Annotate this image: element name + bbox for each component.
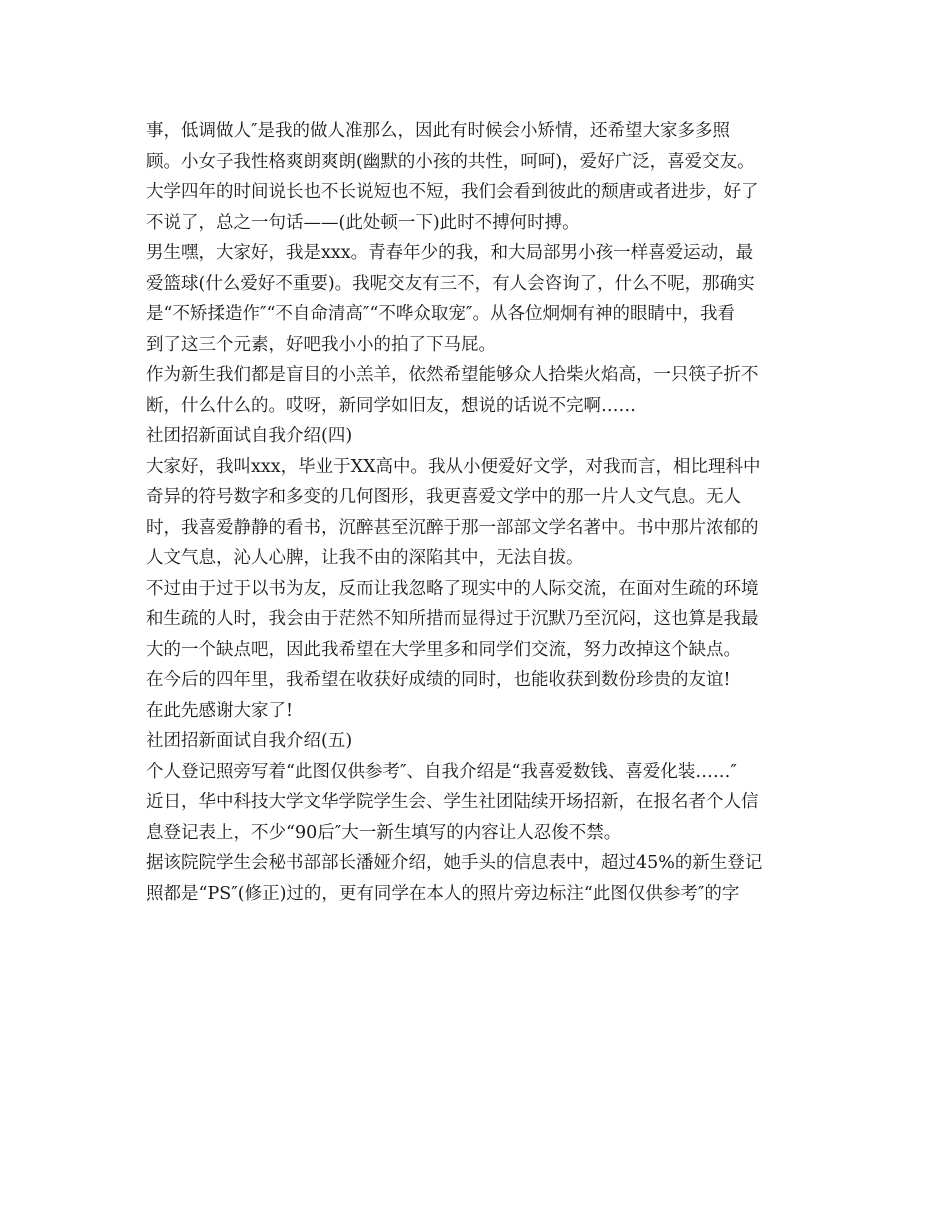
text-line: 到了这三个元素，好吧我小小的拍了下马屁。	[146, 334, 496, 355]
document-body	[146, 116, 816, 909]
text-line: 息登记表上，不少“90后″大一新生填写的内容让人忍俊不禁。	[146, 822, 622, 843]
section-heading: 社团招新面试自我介绍(五)	[146, 731, 353, 751]
text-line: 断，什么什么的。哎呀，新同学如旧友，想说的话说不完啊……	[146, 395, 636, 416]
text-line: 不过由于过于以书为友，反而让我忽略了现实中的人际交流，在面对生疏的环境	[146, 578, 759, 599]
text-line: 在此先感谢大家了!	[146, 700, 294, 721]
text-line: 是“不矫揉造作″“不自命清高″“不哗众取宠″。从各位炯炯有神的眼睛中，我看	[146, 304, 735, 324]
text-line: 个人登记照旁写着“此图仅供参考″、自我介绍是“我喜爱数钱、喜爱化装……″	[146, 761, 737, 782]
text-line: 大家好，我叫xxx，毕业于XX高中。我从小便爱好文学，对我而言，相比理科中	[146, 456, 761, 477]
text-line: 和生疏的人时，我会由于茫然不知所措而显得过于沉默乃至沉闷，这也算是我最	[146, 609, 759, 629]
text-line: 大的一个缺点吧，因此我希望在大学里多和同学们交流，努力改掉这个缺点。	[146, 639, 741, 660]
text-line: 近日，华中科技大学文华学院学生会、学生社团陆续开场招新，在报名者个人信	[146, 792, 759, 812]
text-line: 不说了，总之一句话——(此处顿一下)此时不搏何时搏。	[146, 212, 580, 233]
text-line: 在今后的四年里，我希望在收获好成绩的同时，也能收获到数份珍贵的友谊!	[146, 670, 731, 690]
text-line: 爱篮球(什么爱好不重要)。我呢交友有三不，有人会咨询了，什么不呢，那确实	[146, 273, 755, 294]
text-line: 大学四年的时间说长也不长说短也不短，我们会看到彼此的颓唐或者进步，好了	[146, 182, 759, 202]
text-line: 作为新生我们都是盲目的小羔羊，依然希望能够众人拾柴火焰高，一只筷子折不	[146, 365, 759, 385]
text-line: 顾。小女子我性格爽朗爽朗(幽默的小孩的共性，呵呵)，爱好广泛，喜爱交友。	[146, 151, 755, 172]
text-line: 时，我喜爱静静的看书，沉醉甚至沉醉于那一部部文学名著中。书中那片浓郁的	[146, 517, 759, 538]
text-line: 照都是“PS″(修正)过的，更有同学在本人的照片旁边标注“此图仅供参考″的字	[146, 883, 740, 904]
text-line: 人文气息，沁人心脾，让我不由的深陷其中，无法自拔。	[146, 548, 584, 568]
text-line: 事，低调做人″是我的做人准那么，因此有时候会小矫情，还希望大家多多照	[146, 121, 731, 141]
text-line: 男生嘿，大家好，我是xxx。青春年少的我，和大局部男小孩一样喜爱运动，最	[146, 243, 754, 263]
text-line: 据该院院学生会秘书部部长潘娅介绍，她手头的信息表中，超过45%的新生登记	[146, 853, 763, 873]
section-heading: 社团招新面试自我介绍(四)	[146, 426, 353, 446]
text-line: 奇异的符号数字和多变的几何图形，我更喜爱文学中的那一片人文气息。无人	[146, 487, 741, 507]
